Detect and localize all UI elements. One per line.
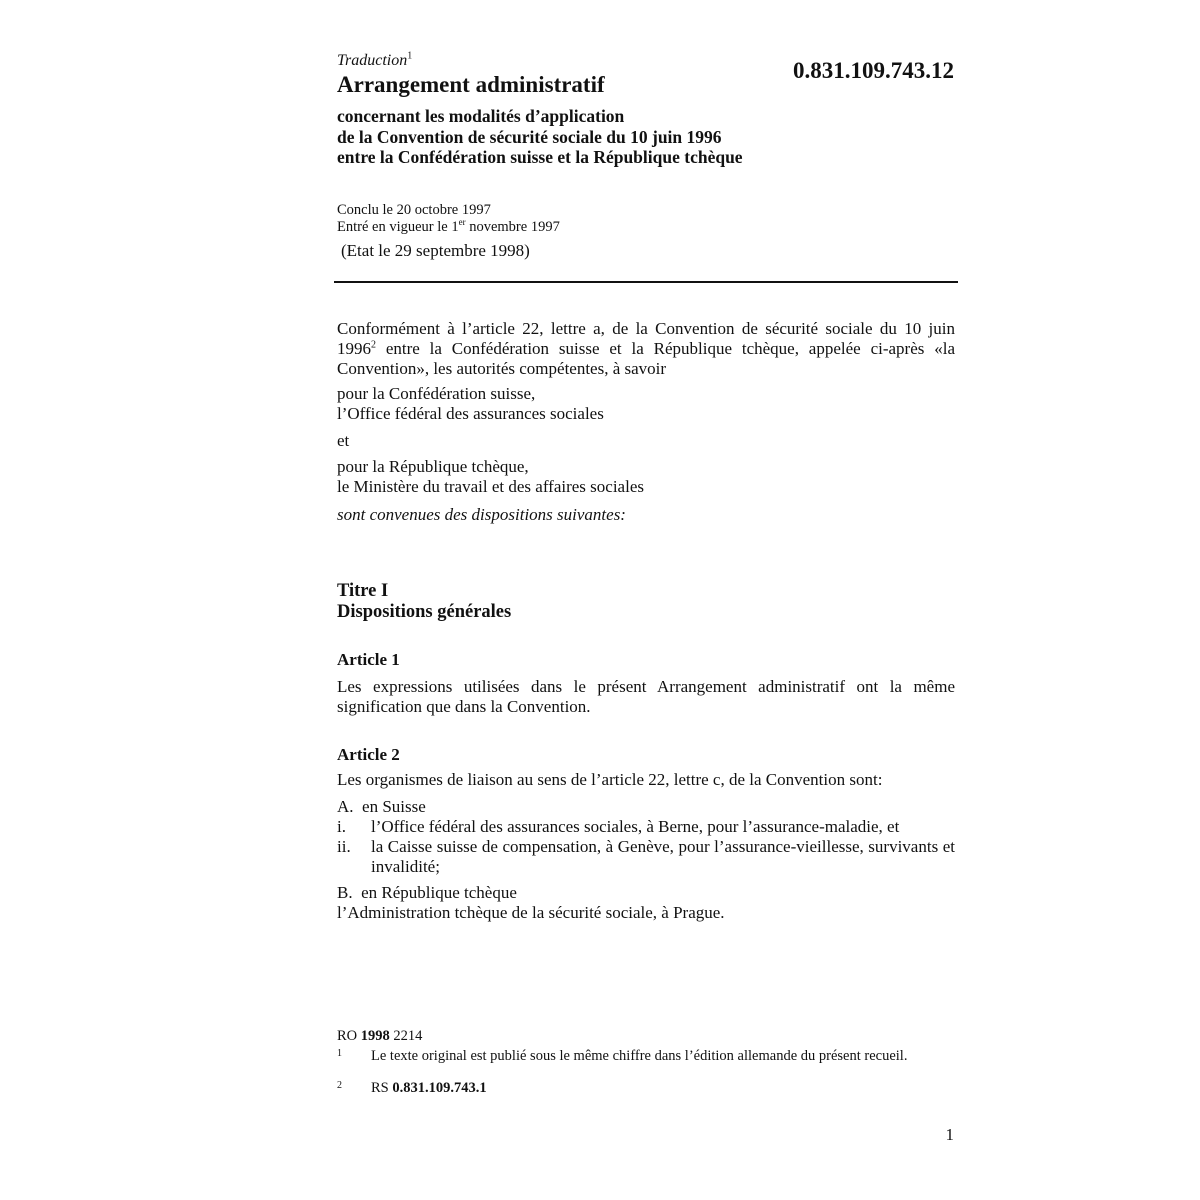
party-authority: l’Office fédéral des assurances sociales [337,404,604,423]
ro-page: 2214 [389,1028,423,1044]
article-1-heading: Article 1 [337,650,400,669]
concluded-date: Conclu le 20 octobre 1997 [337,202,491,218]
translation-text: Traduction [337,52,408,69]
footnote-number: 1 [337,1048,342,1059]
document-subtitle [337,106,743,168]
party-switzerland [337,384,955,424]
footnote-text [371,1081,955,1096]
entry-suffix: novembre 1997 [465,218,560,235]
entry-prefix: Entré en vigueur le 1 [337,218,459,235]
document-page [337,0,957,1200]
article-1-text: Les expressions utilisées dans le présent Arrangement administratif ont la même signification que dans la Convention. [337,677,955,716]
ro-year: 1998 [360,1028,390,1044]
footnote-prefix: RS [371,1080,393,1096]
footnote-ref-1[interactable]: 1 [407,50,413,62]
preamble-paragraph [337,319,955,379]
preamble-text: Conformément à l’article 22, lettre a, de la Convention de sécurité sociale du 10 juin 1996 [337,319,955,358]
article-2-text: Les organismes de liaison au sens de l’article 22, lettre c, de la Convention sont: [337,770,883,789]
document-number: 0.831.109.743.12 [793,58,954,83]
subtitle-line: concernant les modalités d’application [337,106,625,126]
ro-prefix: RO [337,1028,361,1044]
list-b-text: l’Administration tchèque de la sécurité sociale, à Prague. [337,903,725,922]
subtitle-line: de la Convention de sécurité sociale du 10 juin 1996 [337,126,722,147]
party-authority: le Ministère du travail et des affaires sociales [337,477,644,496]
list-item-text: la Caisse suisse de compensation, à Genève, pour l’assurance-vieillesse, survivants et invalidité; [371,837,955,876]
entry-superscript: er [458,216,466,227]
page-number: 1 [945,1125,954,1144]
footnote-text: Le texte original est publié sous le même chiffre dans l’édition allemande du présent recueil. [371,1048,908,1064]
subtitle-line: entre la Confédération suisse et la République tchèque [337,147,743,167]
official-compilation-ref [337,1028,422,1045]
footnote-reference[interactable]: 0.831.109.743.1 [392,1080,487,1096]
conjunction: et [337,431,350,450]
party-line: pour la Confédération suisse, [337,384,536,403]
party-czech-republic [337,457,955,497]
list-item-text: l’Office fédéral des assurances sociales, à Berne, pour l’assurance-maladie, et [371,817,900,836]
header-divider [334,281,958,283]
preamble-text-cont: entre la Confédération suisse et la République tchèque, appelée ci-après «la Convention», les autorités compétentes, à savoir [337,339,955,378]
translation-label [337,52,412,70]
party-line: pour la République tchèque, [337,457,529,476]
list-label-a: A. en Suisse [337,797,426,816]
document-dates [337,202,560,235]
list-item-number: i. [337,817,346,836]
footnote-ref-2[interactable]: 2 [371,339,376,351]
document-title: Arrangement administratif [337,72,605,97]
article-2-heading: Article 2 [337,745,400,764]
status-date: (Etat le 29 septembre 1998) [341,241,530,260]
section-title [337,581,511,623]
section-name: Dispositions générales [337,602,512,622]
list-item-number: ii. [337,837,351,856]
footnote-number: 2 [337,1080,342,1091]
list-label-b: B. en République tchèque [337,883,517,902]
section-number: Titre I [337,581,389,601]
entry-into-force-date [337,216,560,236]
agreement-statement: sont convenues des dispositions suivantes: [337,505,626,524]
